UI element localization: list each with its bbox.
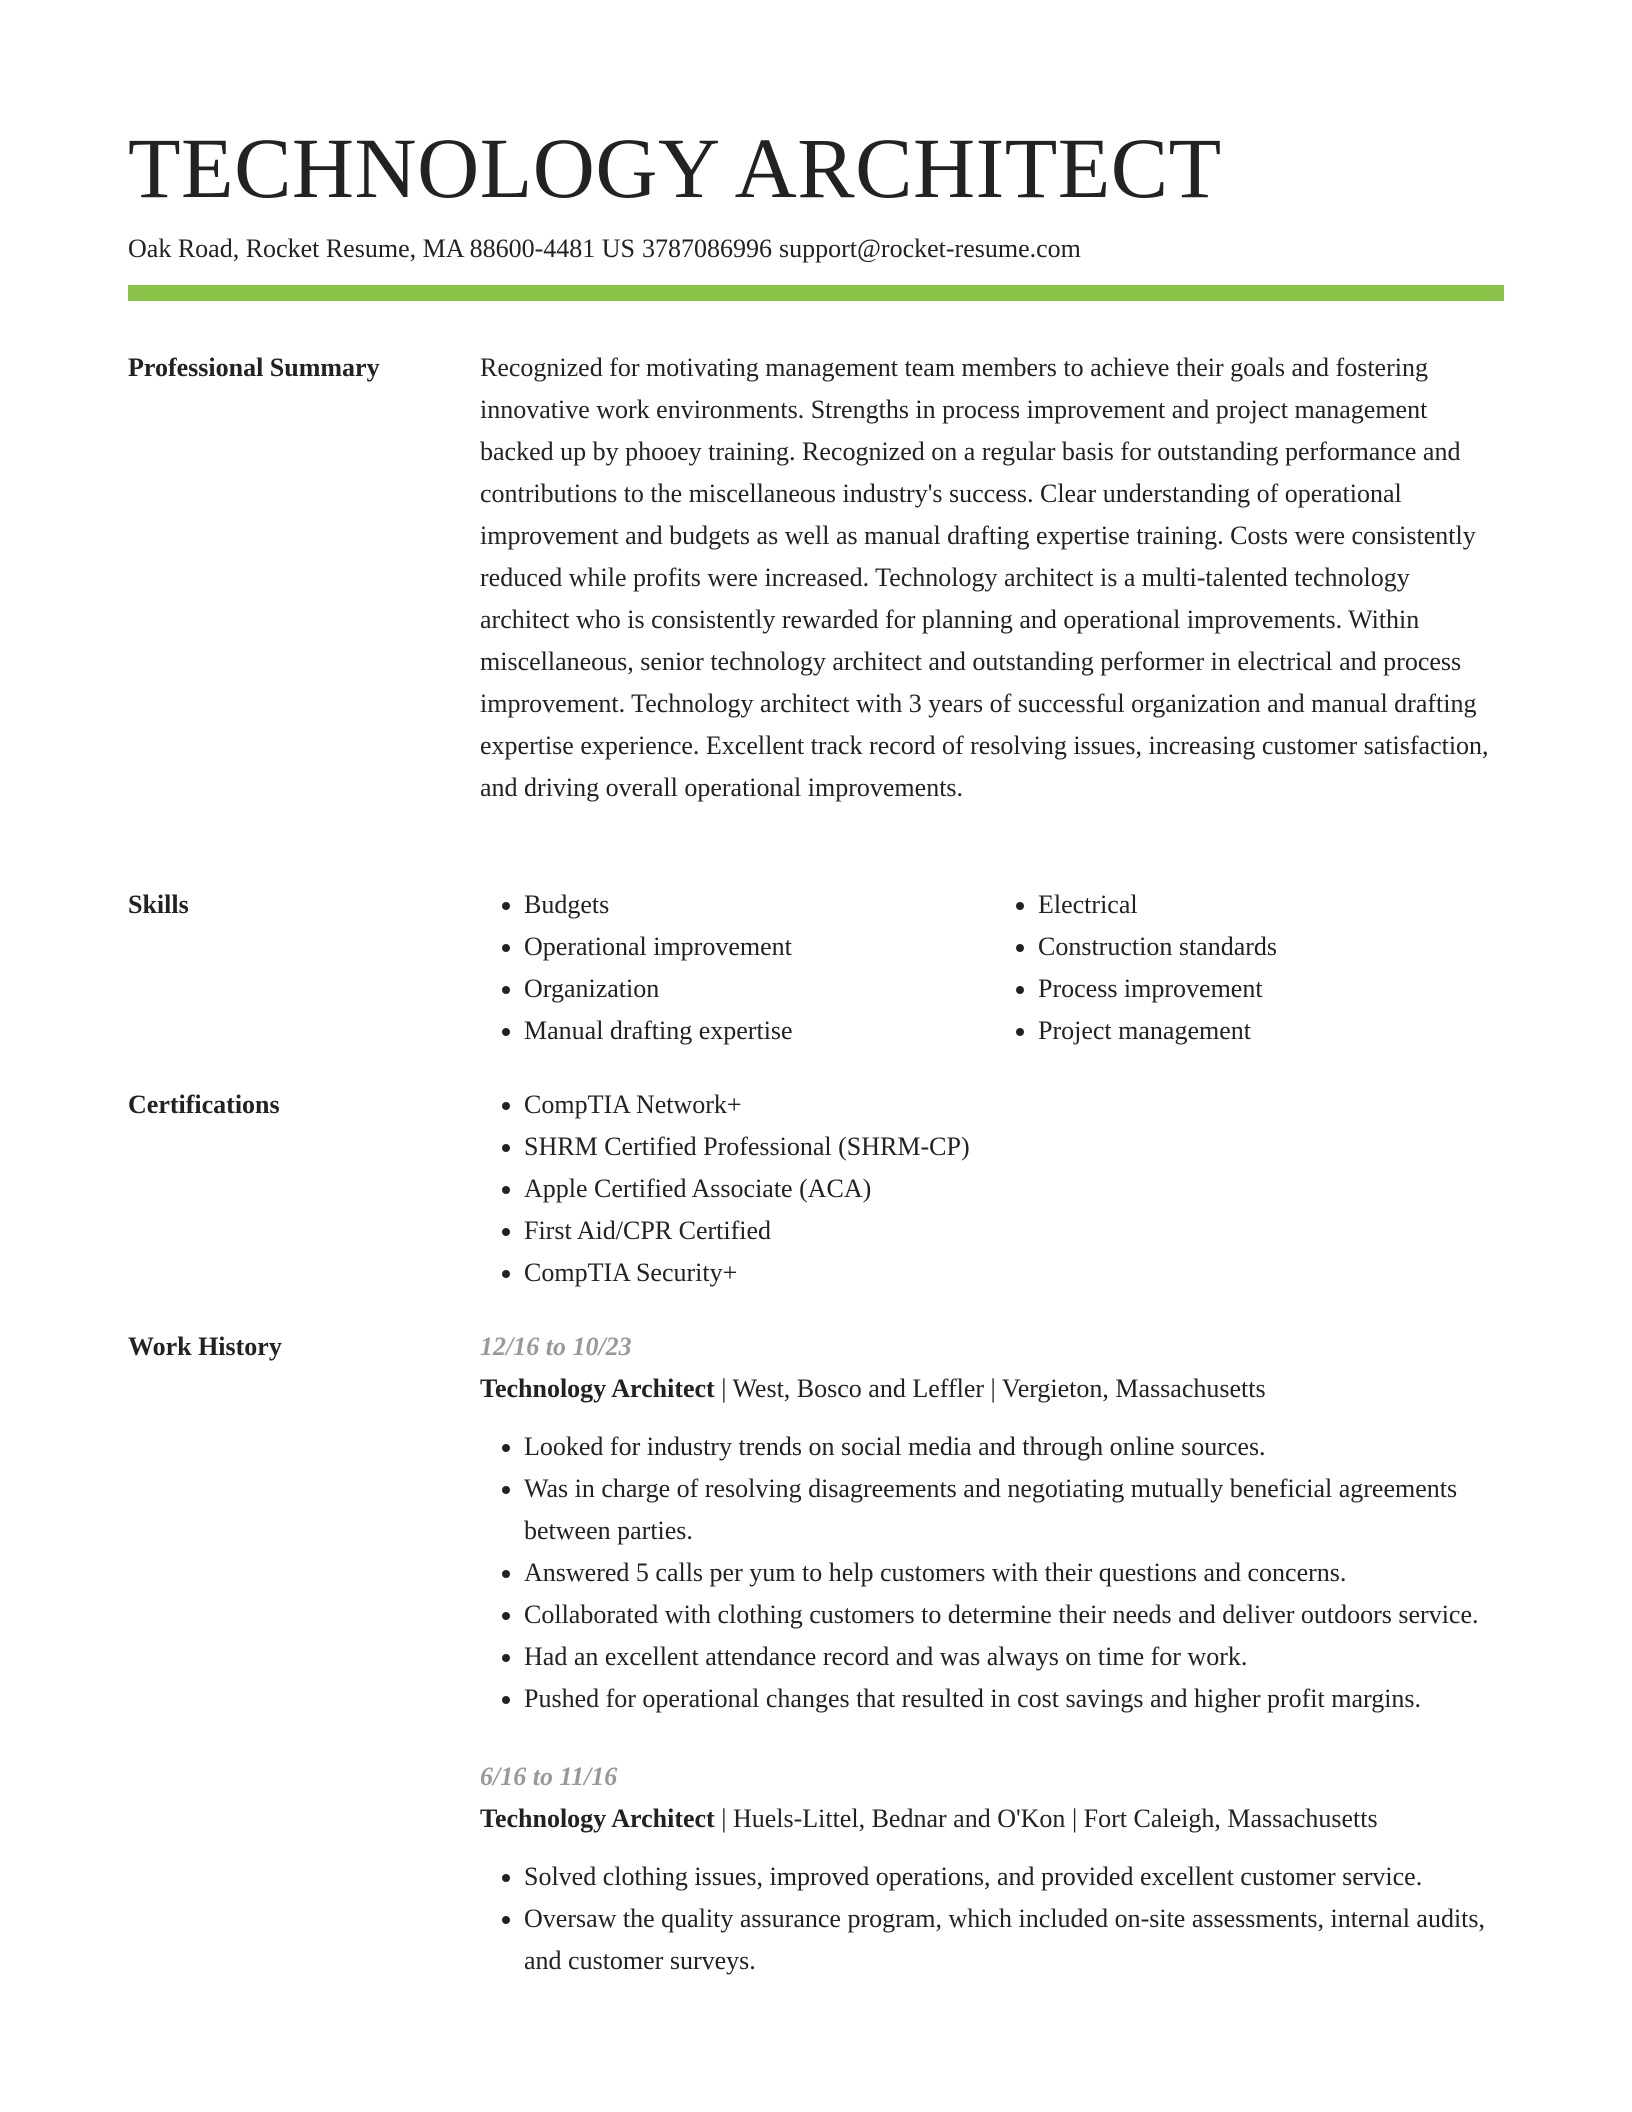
certification-item: • SHRM Certified Professional (SHRM-CP) [524, 1126, 1504, 1168]
skill-item: • Manual drafting expertise [524, 1010, 984, 1052]
skill-item: • Construction standards [1038, 926, 1498, 968]
job-duty: • Looked for industry trends on social media and through online sources. [524, 1426, 1504, 1468]
job-duty: • Solved clothing issues, improved operations, and provided excellent customer service. [524, 1856, 1504, 1898]
job-duty: • Was in charge of resolving disagreements and negotiating mutually beneficial agreements between parties. [524, 1468, 1504, 1552]
address: Oak Road, Rocket Resume, MA 88600-4481 US [128, 234, 635, 263]
skill-item: • Project management [1038, 1010, 1498, 1052]
work-history-body [480, 1326, 1504, 1982]
job-duty: • Oversaw the quality assurance program, which included on-site assessments, internal audits, and customer surveys. [524, 1898, 1504, 1982]
job-duty: • Collaborated with clothing customers to determine their needs and deliver outdoors service. [524, 1594, 1504, 1636]
skills-heading: Skills [128, 890, 189, 919]
job-company: West, Bosco and Leffler [732, 1374, 985, 1403]
job-header [480, 1798, 1504, 1840]
job-dates: 6/16 to 11/16 [480, 1762, 618, 1791]
job-duty: • Had an excellent attendance record and was always on time for work. [524, 1636, 1504, 1678]
email: support@rocket-resume.com [778, 234, 1081, 263]
certifications-body [480, 1084, 1504, 1294]
work-history-heading: Work History [128, 1332, 282, 1361]
job-entry [480, 1756, 1504, 1982]
job-separator: | [984, 1374, 1002, 1403]
job-duties-list [480, 1856, 1504, 1982]
job-location: Vergieton, Massachusetts [1001, 1374, 1266, 1403]
skill-item: • Operational improvement [524, 926, 984, 968]
summary-body [480, 347, 1504, 809]
skill-item: • Organization [524, 968, 984, 1010]
job-separator: | [714, 1804, 733, 1833]
phone: 3787086996 [641, 234, 772, 263]
job-location: Fort Caleigh, Massachusetts [1083, 1804, 1378, 1833]
certification-item: • CompTIA Security+ [524, 1252, 1504, 1294]
job-title: Technology Architect [480, 1374, 715, 1403]
job-title: Technology Architect [480, 1804, 715, 1833]
skills-list-left [480, 884, 984, 1052]
job-duties-list [480, 1426, 1504, 1720]
job-separator: | [714, 1374, 733, 1403]
skill-item: • Electrical [1038, 884, 1498, 926]
resume-title: TECHNOLOGY ARCHITECT [128, 120, 1222, 216]
skill-item: • Budgets [524, 884, 984, 926]
job-company: Huels-Littel, Bednar and O'Kon [732, 1804, 1066, 1833]
certification-item: • Apple Certified Associate (ACA) [524, 1168, 1504, 1210]
job-header [480, 1368, 1504, 1410]
certifications-list [480, 1084, 1504, 1294]
summary-text: Recognized for motivating management team members to achieve their goals and fostering innovative work environments. Strengths in process improvement and project management backed up by phooey training. Recognized on a regular basis for outstanding performance and contributions to the miscellaneous industry's success. Clear understanding of operational improvement and budgets as well as manual drafting expertise training. Costs were consistently reduced while profits were increased. Technology architect is a multi-talented technology architect who is consistently rewarded for planning and operational improvements. Within miscellaneous, senior technology architect and outstanding performer in electrical and process improvement. Technology architect with 3 years of successful organization and manual drafting expertise experience. Excellent track record of resolving issues, increasing customer satisfaction, and driving overall operational improvements. [480, 353, 1489, 802]
job-entry [480, 1326, 1504, 1720]
skills-body [480, 884, 1504, 1052]
job-duty: • Answered 5 calls per yum to help customers with their questions and concerns. [524, 1552, 1504, 1594]
job-dates: 12/16 to 10/23 [480, 1332, 632, 1361]
accent-divider [128, 285, 1504, 301]
certification-item: • CompTIA Network+ [524, 1084, 1504, 1126]
skills-list-right [984, 884, 1498, 1052]
skill-item: • Process improvement [1038, 968, 1498, 1010]
certifications-heading: Certifications [128, 1090, 280, 1119]
certification-item: • First Aid/CPR Certified [524, 1210, 1504, 1252]
job-duty: • Pushed for operational changes that resulted in cost savings and higher profit margins. [524, 1678, 1504, 1720]
job-separator: | [1065, 1804, 1084, 1833]
summary-heading: Professional Summary [128, 353, 380, 382]
contact-line [128, 230, 1088, 268]
